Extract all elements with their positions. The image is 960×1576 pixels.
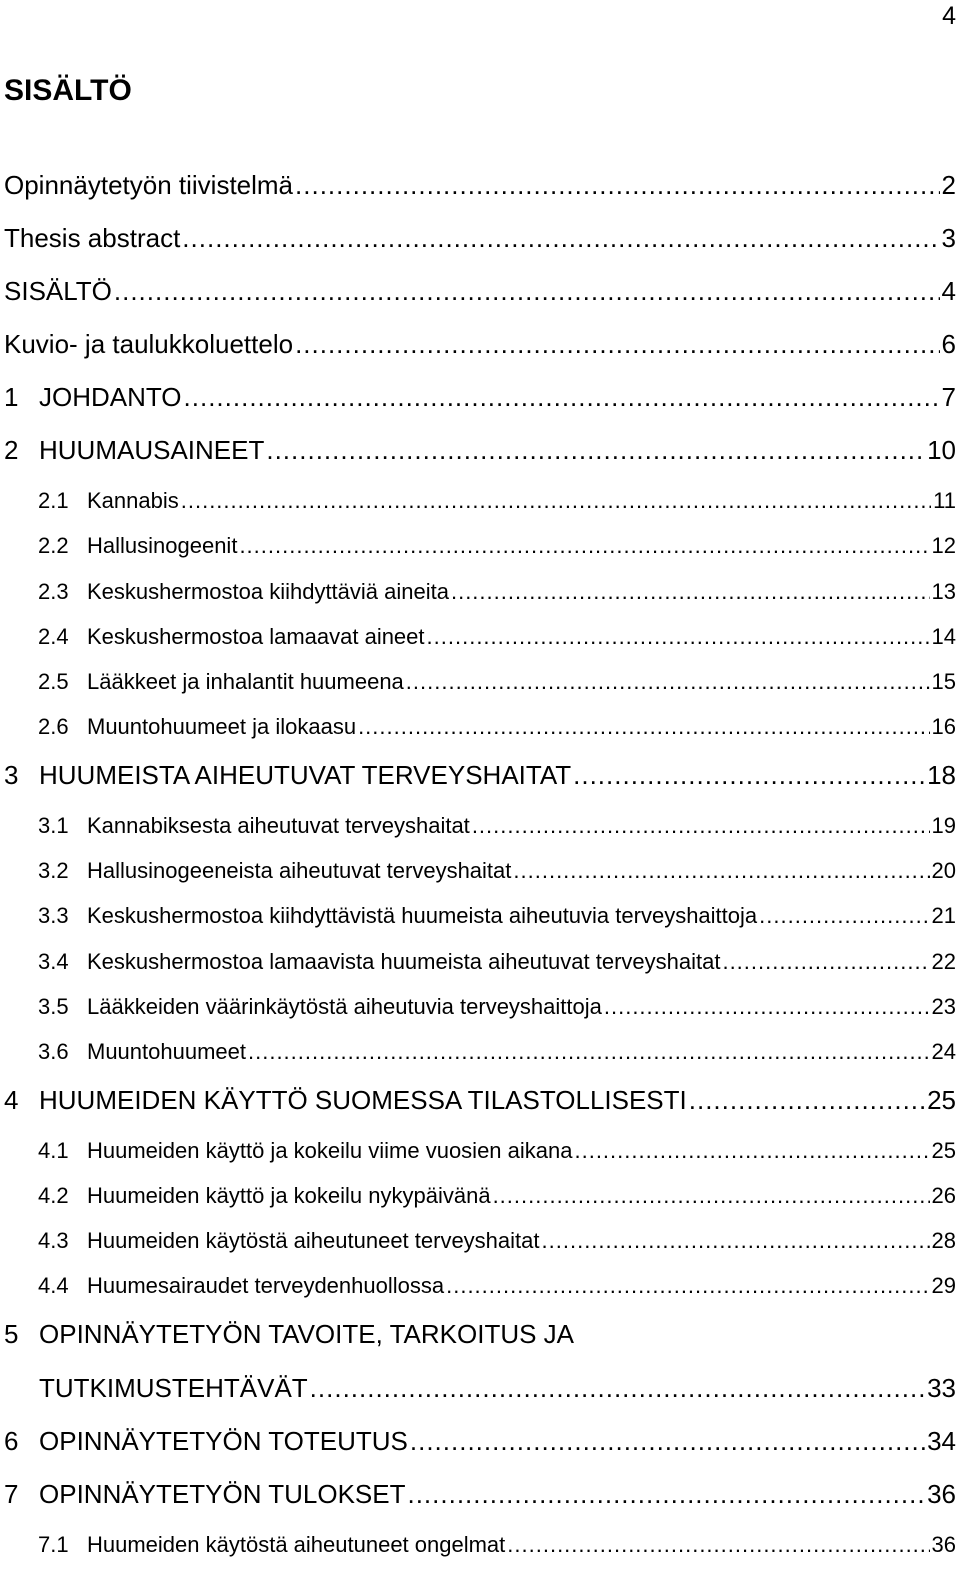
toc-entry[interactable] xyxy=(4,223,956,276)
toc-chapter-continuation[interactable] xyxy=(4,1373,956,1426)
toc-chapter[interactable] xyxy=(4,760,956,813)
toc-section[interactable] xyxy=(4,488,956,533)
toc-entry-number: 4.1 xyxy=(38,1137,69,1163)
dot-leader xyxy=(406,669,930,695)
toc-entry-page: 14 xyxy=(931,623,956,649)
toc-entry[interactable] xyxy=(4,329,956,382)
dot-leader xyxy=(114,276,940,307)
toc-chapter[interactable] xyxy=(4,1426,956,1479)
toc-entry-page: 4 xyxy=(941,276,956,306)
toc-section[interactable] xyxy=(4,994,956,1039)
toc-chapter[interactable] xyxy=(4,382,956,435)
toc-entry-page: 12 xyxy=(931,533,956,559)
toc-entry-number: 4.3 xyxy=(38,1228,69,1254)
toc-entry-label: OPINNÄYTETYÖN TOTEUTUS xyxy=(39,1425,408,1456)
toc-entry-label: Lääkkeiden väärinkäytöstä aiheutuvia terveyshaittoja xyxy=(87,993,602,1019)
toc-entry-page: 16 xyxy=(931,714,956,740)
dot-leader xyxy=(507,1532,929,1558)
table-of-contents xyxy=(4,170,956,1576)
toc-entry-number: 7.1 xyxy=(38,1531,69,1557)
dot-leader xyxy=(451,579,930,605)
toc-entry-page: 26 xyxy=(931,1182,956,1208)
toc-section[interactable] xyxy=(4,624,956,669)
toc-entry-number: 5 xyxy=(4,1318,19,1349)
toc-entry-label: Lääkkeet ja inhalantit huumeena xyxy=(87,669,404,695)
toc-entry-number: 7 xyxy=(4,1478,19,1509)
toc-section[interactable] xyxy=(4,1228,956,1273)
toc-title: SISÄLTÖ xyxy=(4,74,132,107)
dot-leader xyxy=(722,949,929,975)
toc-chapter[interactable] xyxy=(4,1085,956,1138)
toc-entry-page: 36 xyxy=(931,1531,956,1557)
toc-entry-number: 3.6 xyxy=(38,1039,69,1065)
dot-leader xyxy=(493,1183,930,1209)
dot-leader xyxy=(407,1479,925,1510)
toc-entry-label: Huumeiden käyttö ja kokeilu nykypäivänä xyxy=(87,1182,491,1208)
toc-entry-label: OPINNÄYTETYÖN TULOKSET xyxy=(39,1478,406,1509)
toc-entry-label: OPINNÄYTETYÖN TAVOITE, TARKOITUS JA xyxy=(39,1318,575,1349)
toc-entry-number: 2.5 xyxy=(38,669,69,695)
toc-section[interactable] xyxy=(4,1183,956,1228)
page-number: 4 xyxy=(942,2,956,30)
dot-leader xyxy=(472,813,930,839)
toc-entry-label: Hallusinogeenit xyxy=(87,533,238,559)
toc-entry-number: 2.4 xyxy=(38,623,69,649)
toc-entry-label: Muuntohuumeet xyxy=(87,1039,246,1065)
toc-entry-page: 18 xyxy=(927,759,956,790)
toc-entry-label: Muuntohuumeet ja ilokaasu xyxy=(87,714,357,740)
dot-leader xyxy=(759,903,929,929)
toc-entry-label: Hallusinogeeneista aiheutuvat terveyshaitat xyxy=(87,858,512,884)
toc-section[interactable] xyxy=(4,903,956,948)
toc-entry-page: 33 xyxy=(927,1372,956,1403)
toc-entry-page: 6 xyxy=(941,329,956,359)
dot-leader xyxy=(410,1426,925,1457)
toc-entry-number: 2.2 xyxy=(38,533,69,559)
dot-leader xyxy=(574,1138,929,1164)
dot-leader xyxy=(239,533,929,559)
toc-entry-label: Huumeiden käytöstä aiheutuneet ongelmat xyxy=(87,1531,506,1557)
dot-leader xyxy=(689,1085,925,1116)
toc-entry-number: 2.3 xyxy=(38,578,69,604)
dot-leader xyxy=(542,1228,930,1254)
toc-entry-page: 3 xyxy=(941,223,956,253)
toc-chapter[interactable] xyxy=(4,1479,956,1532)
toc-entry-page: 22 xyxy=(931,948,956,974)
toc-entry-number: 2.1 xyxy=(38,488,69,513)
dot-leader xyxy=(427,624,930,650)
toc-entry-number: 3.4 xyxy=(38,948,69,974)
toc-entry-number: 4.4 xyxy=(38,1273,69,1299)
toc-section[interactable] xyxy=(4,949,956,994)
toc-entry-page: 21 xyxy=(931,903,956,929)
toc-section[interactable] xyxy=(4,669,956,714)
toc-entry-page: 19 xyxy=(931,812,956,838)
toc-entry-number: 2 xyxy=(4,435,19,465)
toc-entry-label: Keskushermostoa kiihdyttäviä aineita xyxy=(87,578,449,604)
toc-chapter[interactable] xyxy=(4,435,956,488)
toc-section[interactable] xyxy=(4,1039,956,1084)
toc-entry-label: SISÄLTÖ xyxy=(4,276,112,306)
toc-entry-page: 11 xyxy=(933,488,956,513)
toc-entry-label: Kannabis xyxy=(87,488,179,513)
toc-entry-number: 3 xyxy=(4,759,19,790)
toc-entry-page: 2 xyxy=(941,170,956,200)
toc-chapter[interactable] xyxy=(4,1319,956,1373)
toc-section[interactable] xyxy=(4,1532,956,1576)
toc-entry-number: 3.2 xyxy=(38,858,69,884)
toc-entry-page: 20 xyxy=(931,858,956,884)
toc-entry-label: Opinnäytetyön tiivistelmä xyxy=(4,170,294,200)
toc-entry-label: Huumesairaudet terveydenhuollossa xyxy=(87,1273,445,1299)
dot-leader xyxy=(604,994,930,1020)
toc-entry-number: 4 xyxy=(4,1084,19,1115)
toc-section[interactable] xyxy=(4,1273,956,1318)
dot-leader xyxy=(295,170,940,201)
toc-entry-page: 23 xyxy=(931,993,956,1019)
dot-leader xyxy=(182,223,939,254)
toc-entry[interactable] xyxy=(4,170,956,223)
toc-entry-page: 24 xyxy=(931,1039,956,1065)
toc-entry[interactable] xyxy=(4,276,956,329)
toc-entry-page: 36 xyxy=(927,1478,956,1509)
dot-leader xyxy=(181,488,931,514)
toc-entry-number: 4.2 xyxy=(38,1182,69,1208)
toc-entry-page: 34 xyxy=(927,1425,956,1456)
toc-section[interactable] xyxy=(4,533,956,578)
dot-leader xyxy=(573,760,925,791)
toc-entry-number: 3.5 xyxy=(38,993,69,1019)
dot-leader xyxy=(358,714,929,740)
toc-entry-page: 25 xyxy=(931,1137,956,1163)
toc-entry-label: Huumeiden käyttö ja kokeilu viime vuosien aikana xyxy=(87,1137,573,1163)
dot-leader xyxy=(310,1373,925,1404)
toc-entry-label: TUTKIMUSTEHTÄVÄT xyxy=(39,1372,308,1403)
toc-entry-number: 6 xyxy=(4,1425,19,1456)
toc-entry-label: HUUMEIDEN KÄYTTÖ SUOMESSA TILASTOLLISESTI xyxy=(39,1084,687,1115)
toc-entry-number: 3.1 xyxy=(38,812,69,838)
toc-entry-page: 10 xyxy=(927,435,956,465)
dot-leader xyxy=(513,858,929,884)
toc-entry-page: 29 xyxy=(931,1273,956,1299)
toc-entry-number: 1 xyxy=(4,382,19,412)
dot-leader xyxy=(184,382,940,413)
toc-entry-page: 15 xyxy=(931,669,956,695)
dot-leader xyxy=(295,329,939,360)
toc-entry-label: Keskushermostoa kiihdyttävistä huumeista aiheutuvia terveyshaittoja xyxy=(87,903,758,929)
toc-entry-label: HUUMEISTA AIHEUTUVAT TERVEYSHAITAT xyxy=(39,759,572,790)
toc-section[interactable] xyxy=(4,813,956,858)
toc-entry-page: 7 xyxy=(941,382,956,412)
toc-entry-page: 28 xyxy=(931,1228,956,1254)
toc-entry-label: HUUMAUSAINEET xyxy=(39,435,265,465)
toc-section[interactable] xyxy=(4,579,956,624)
toc-entry-label: Thesis abstract xyxy=(4,223,181,253)
dot-leader xyxy=(266,435,925,466)
toc-entry-page: 25 xyxy=(927,1084,956,1115)
toc-section[interactable] xyxy=(4,714,956,759)
toc-entry-label: JOHDANTO xyxy=(39,382,182,412)
toc-entry-label: Keskushermostoa lamaavista huumeista aiheutuvat terveyshaitat xyxy=(87,948,721,974)
toc-entry-label: Keskushermostoa lamaavat aineet xyxy=(87,623,425,649)
toc-section[interactable] xyxy=(4,858,956,903)
toc-entry-label: Kuvio- ja taulukkoluettelo xyxy=(4,329,294,359)
toc-section[interactable] xyxy=(4,1138,956,1183)
dot-leader xyxy=(248,1039,930,1065)
dot-leader xyxy=(446,1273,929,1299)
toc-entry-page: 13 xyxy=(931,578,956,604)
toc-entry-number: 3.3 xyxy=(38,903,69,929)
toc-entry-number: 2.6 xyxy=(38,714,69,740)
toc-entry-label: Huumeiden käytöstä aiheutuneet terveyshaitat xyxy=(87,1228,540,1254)
toc-entry-label: Kannabiksesta aiheutuvat terveyshaitat xyxy=(87,812,470,838)
